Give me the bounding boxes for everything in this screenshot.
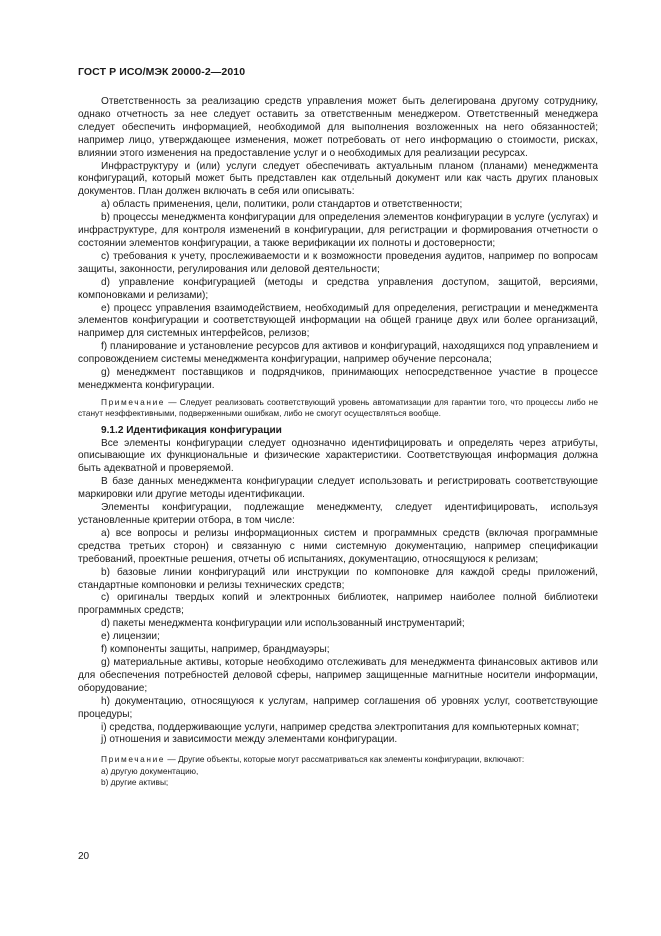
list-item: f) планирование и установление ресурсов для активов и конфигураций, находящихся под управлением и сопровождением системы менеджмента конфигурации, например обучение персонала; xyxy=(78,341,598,366)
list-item: j) отношения и зависимости между элементами конфигурации. xyxy=(101,734,398,746)
note-label: Примечание xyxy=(101,754,166,765)
note xyxy=(78,397,598,420)
note-list-item: b) другие активы; xyxy=(101,777,169,788)
note-text: — Другие объекты, которые могут рассматриваться как элементы конфигурации, включают: xyxy=(165,754,525,765)
list-item: e) лицензии; xyxy=(101,631,160,643)
page-content xyxy=(78,96,598,789)
list-item: а) область применения, цели, политики, роли стандартов и ответственности; xyxy=(101,199,463,211)
list-item: i) средства, поддерживающие услуги, например средства электропитания для компьютерных комнат; xyxy=(101,721,580,733)
document-header: ГОСТ Р ИСО/МЭК 20000-2—2010 xyxy=(78,66,246,78)
paragraph: Все элементы конфигурации следует однозначно идентифицировать и определять через атрибуты, описывающие их функциональные и физические характеристики. Соответствующая информация должна быть адекватной и проверяемой. xyxy=(78,437,598,475)
list-item: f) компоненты защиты, например, брандмауэры; xyxy=(101,644,330,656)
note-label: Примечание xyxy=(101,396,166,407)
list-item: b) процессы менеджмента конфигурации для определения элементов конфигурации в услуге (услугах) и инфраструктуре, для контроля изменений в конфигурации, для регистрации и формирования отчетности о состоянии элементов конфигурации, а также верификации их полноты и достоверности; xyxy=(78,212,598,249)
list-item: c) оригиналы твердых копий и электронных библиотек, например наиболее полной библиотеки программных средств; xyxy=(78,592,598,617)
list-item: g) материальные активы, которые необходимо отслеживать для менеджмента финансовых активов или для обеспечения потребностей деловой сферы, например защищенные магнитные носители информации, оборудование; xyxy=(78,656,598,694)
list-item: d) управление конфигурацией (методы и средства управления доступом, защитой, версиями, компоновками и релизами); xyxy=(78,276,598,301)
list-item: e) процесс управления взаимодействием, необходимый для определения, регистрации и менеджмента элементов конфигурации и соответствующей информации на общей границе двух или более организаций, например для системных интерфейсов, релизов; xyxy=(78,302,598,340)
note-list-item: а) другую документацию, xyxy=(101,765,199,776)
list-item: g) менеджмент поставщиков и подрядчиков, принимающих непосредственное участие в процессе менеджмента конфигурации. xyxy=(78,367,598,391)
list-item: а) все вопросы и релизы информационных систем и программных средств (включая программные средства третьих сторон) и связанную с ними системную документацию, например спецификации требований, проектные решения, отчеты об испытаниях, документацию, относящуюся к релизам; xyxy=(78,527,598,565)
page-number: 20 xyxy=(78,851,90,862)
list-item: b) базовые линии конфигураций или инструкции по компоновке для каждой среды приложений, стандартные компоновки и релизы технических средств; xyxy=(78,566,598,591)
section-heading: 9.1.2 Идентификация конфигурации xyxy=(101,424,282,436)
list-item: d) пакеты менеджмента конфигурации или использованный инструментарий; xyxy=(101,618,465,630)
note-text: — Следует реализовать соответствующий уровень автоматизации для гарантии того, что процессы либо не станут неэффективными, подверженными ошибкам, либо не смогут осуществляться вообще. xyxy=(78,396,598,419)
paragraph: Ответственность за реализацию средств управления может быть делегирована другому сотруднику, однако отчетность за нее следует оставить за ответственным менеджером. Ответственный менеджера следует обеспечить информацией, необходимой для выполнения возложенных на него обязанностей; например лицо, утверждающее изменения, может потребовать от него информацию о стоимости, рисках, влиянии этого изменения на предоставление услуг и о необходимых для реализации ресурсах. xyxy=(78,96,598,159)
paragraph: Инфраструктуру и (или) услуги следует обеспечивать актуальным планом (планами) менеджмента конфигураций, который может быть представлен как отдельный документ или как часть других плановых документов. План должен включать в себя или описывать: xyxy=(78,160,598,198)
paragraph: В базе данных менеджмента конфигурации следует использовать и регистрировать соответствующие маркировки или другие методы идентификации. xyxy=(78,476,598,501)
paragraph: Элементы конфигурации, подлежащие менеджменту, следует идентифицировать, используя установленные критерии отбора, в том числе: xyxy=(78,502,598,526)
list-item: c) требования к учету, прослеживаемости и к возможности проведения аудитов, например по вопросам защиты, законности, регулирования или деловой деятельности; xyxy=(78,250,598,275)
note xyxy=(78,754,598,765)
list-item: h) документацию, относящуюся к услугам, например соглашения об уровнях услуг, соответствующие процедуры; xyxy=(78,695,598,720)
